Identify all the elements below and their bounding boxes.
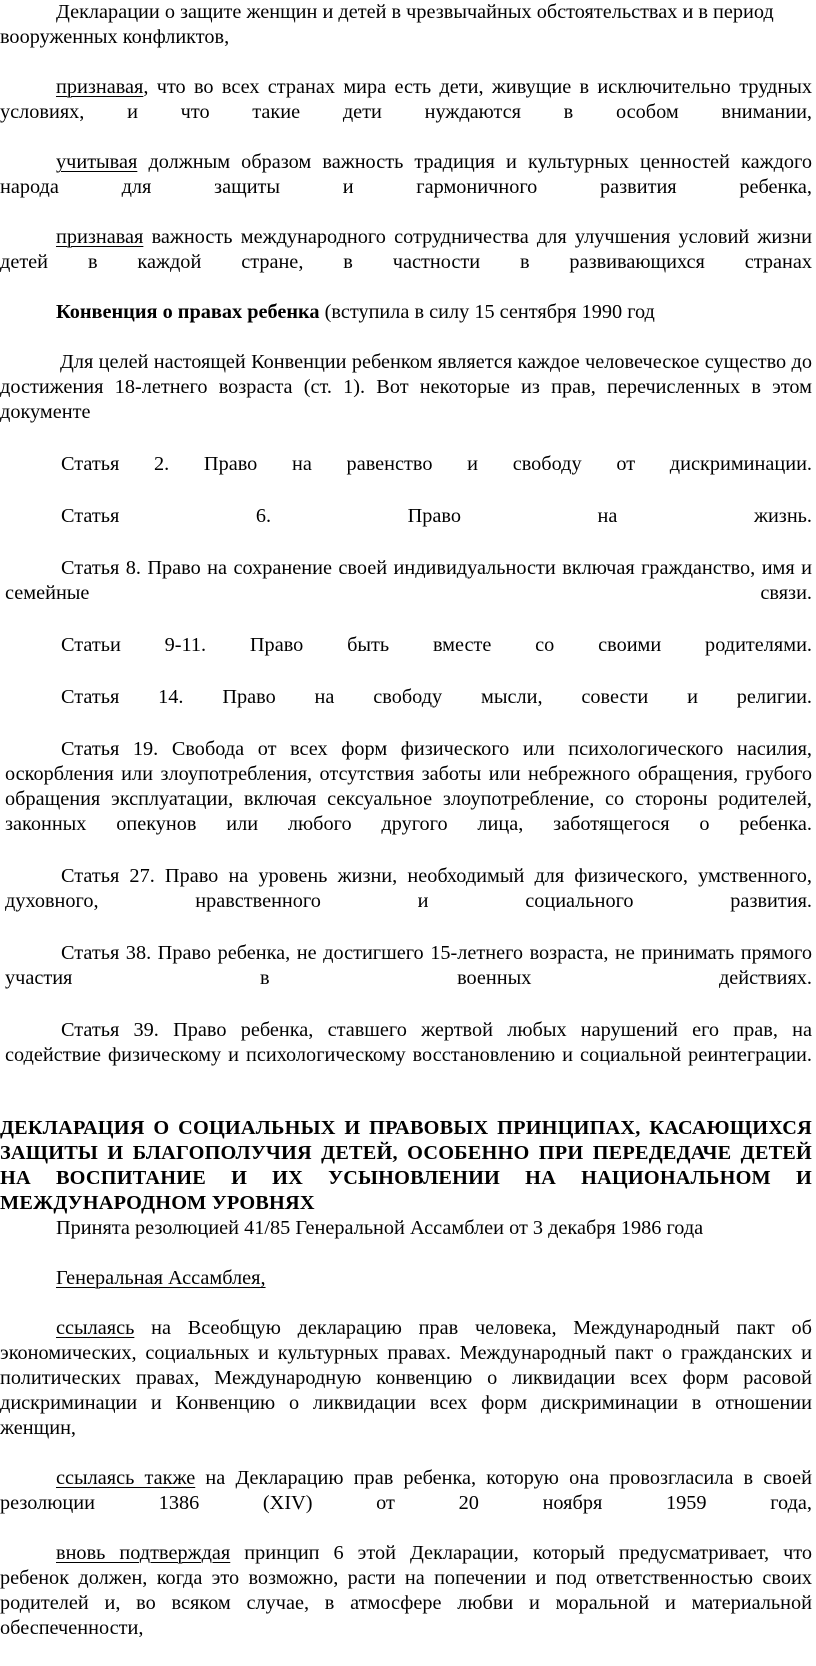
paragraph-reaffirming — [0, 1541, 816, 1666]
paragraph-considering — [0, 150, 816, 225]
declaration-reference-line: Декларации о защите женщин и детей в чрезвычайных обстоятельствах и в период вооруженных конфликтов, — [0, 1, 774, 48]
article-item: Статья 6. Право на жизнь. — [61, 505, 812, 527]
article-item: Статья 27. Право на уровень жизни, необходимый для физического, умственного, духовного, нравственного и социального развития. — [5, 865, 812, 912]
keyword-recognizing-2: признавая — [56, 226, 144, 248]
keyword-considering: учитывая — [56, 151, 138, 173]
convention-title: Конвенция о правах ребенка — [56, 301, 320, 323]
declaration-heading: ДЕКЛАРАЦИЯ О СОЦИАЛЬНЫХ И ПРАВОВЫХ ПРИНЦИПАХ, КАСАЮЩИХСЯ ЗАЩИТЫ И БЛАГОПОЛУЧИЯ ДЕТЕЙ, ОСОБЕННО ПРИ ПЕРЕДЕДАЧЕ ДЕТЕЙ НА ВОСПИТАНИЕ И ИХ УСЫНОВЛЕНИИ НА НАЦИОНАЛЬНОМ И МЕЖДУНАРОДНОМ УРОВНЯХ — [0, 1117, 812, 1214]
paragraph-recognizing-1-text: , что во всех странах мира есть дети, живущие в исключительно трудных условиях, и что такие дети нуждаются в особом внимании, — [0, 76, 812, 123]
article-item: Статьи 9-11. Право быть вместе со своими родителями. — [61, 634, 812, 656]
paragraph-recalling-also-text: на Декларацию прав ребенка, которую она провозгласила в своей резолюции 1386 (XIV) от 20 ноября 1959 года, — [0, 1467, 812, 1514]
keyword-recognizing-1: признавая — [56, 76, 144, 98]
article-item: Статья 38. Право ребенка, не достигшего 15-летнего возраста, не принимать прямого участия в военных действиях. — [5, 942, 812, 989]
general-assembly-line — [0, 1266, 816, 1316]
paragraph-reaffirming-text: принцип 6 этой Декларации, который предусматривает, что ребенок должен, когда это возможно, расти на попечении и под ответственностью своих родителей и, во всяком случае, в атмосфере любви и моральной и материальной обеспеченности, — [0, 1542, 813, 1639]
paragraph-recognizing-2 — [0, 225, 816, 300]
paragraph-recognizing-1 — [0, 75, 816, 150]
paragraph-considering-text: должным образом важность традиция и культурных ценностей каждого народа для защиты и гармоничного развития ребенка, — [0, 151, 812, 198]
paragraph-recalling-text: на Всеобщую декларацию прав человека, Международный пакт об экономических, социальных и культурных правах. Международный пакт о гражданских и политических правах, Международную конвенцию о ликвидации всех форм расовой дискриминации и Конвенцию о ликвидации всех форм дискриминации в отношении женщин, — [0, 1317, 812, 1439]
keyword-recalling-also: ссылаясь также — [56, 1467, 196, 1489]
paragraph-recognizing-2-text: важность международного сотрудничества для улучшения условий жизни детей в каждой стране, в частности в развивающихся странах — [0, 226, 812, 273]
convention-title-line — [0, 300, 816, 350]
article-item: Статья 39. Право ребенка, ставшего жертвой любых нарушений его прав, на содействие физическому и психологическому восстановлению и социальной реинтеграции. — [5, 1019, 812, 1066]
keyword-recalling: ссылаясь — [56, 1317, 135, 1339]
convention-intro: Для целей настоящей Конвенции ребенком является каждое человеческое существо до достижения 18-летнего возраста (ст. 1). Вот некоторые из прав, перечисленных в этом документе — [0, 351, 812, 423]
article-item: Статья 19. Свобода от всех форм физического или психологического насилия, оскорбления или злоупотребления, отсутствия заботы или небрежного обращения, грубого обращения эксплуатации, включая сексуальное злоупотребление, со стороны родителей, законных опекунов или любого другого лица, заботящегося о ребенка. — [5, 738, 812, 835]
article-item: Статья 8. Право на сохранение своей индивидуальности включая гражданство, имя и семейные связи. — [5, 557, 812, 604]
general-assembly: Генеральная Ассамблея, — [56, 1267, 266, 1289]
convention-date: (вступила в силу 15 сентября 1990 год — [319, 301, 655, 323]
article-list — [0, 452, 816, 1093]
keyword-reaffirming: вновь подтверждая — [56, 1542, 231, 1564]
article-item: Статья 14. Право на свободу мысли, совести и религии. — [61, 686, 812, 708]
article-item: Статья 2. Право на равенство и свободу от дискриминации. — [61, 453, 812, 475]
declaration-adopted: Принята резолюцией 41/85 Генеральной Ассамблеи от 3 декабря 1986 года — [56, 1217, 704, 1239]
paragraph-recalling — [0, 1316, 816, 1466]
paragraph-recalling-also — [0, 1466, 816, 1541]
